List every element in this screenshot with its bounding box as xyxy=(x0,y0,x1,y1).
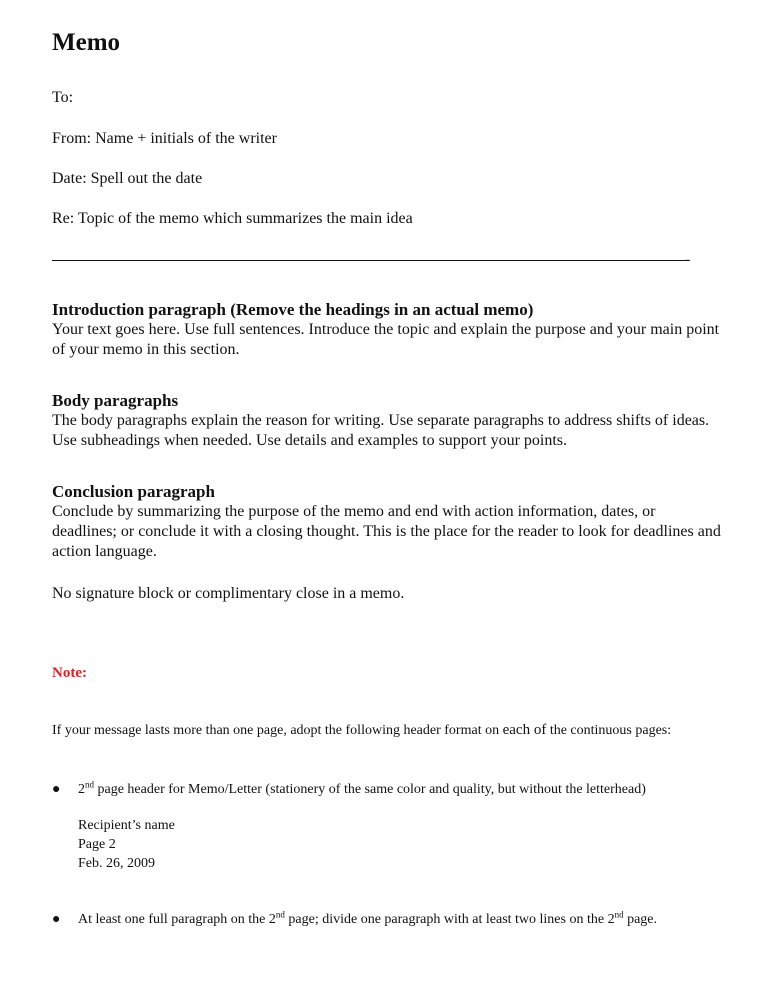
list-item xyxy=(52,910,722,929)
from-field: From: Name + initials of the writer xyxy=(52,130,277,147)
list-item xyxy=(52,780,722,873)
header-divider xyxy=(52,260,687,261)
sample-page: Page 2 xyxy=(78,837,116,852)
conclusion-heading: Conclusion paragraph xyxy=(52,482,215,501)
date-field: Date: Spell out the date xyxy=(52,170,203,187)
bullet-icon: ● xyxy=(52,912,61,927)
sample-header-block xyxy=(78,816,722,873)
introduction-text: Your text goes here. Use full sentences. Introduce the topic and explain the purpose and your main point of your memo in this section. xyxy=(52,321,720,358)
memo-document xyxy=(52,28,722,927)
bullet-text: At least one full paragraph on the 2nd page; divide one paragraph with at least two lines on the 2nd page. xyxy=(78,909,658,927)
body-section xyxy=(52,391,722,451)
header-divider-end: - xyxy=(685,251,691,268)
note-intro xyxy=(52,721,722,740)
note-intro-emphasis: each of xyxy=(502,722,547,738)
sample-date: Feb. 26, 2009 xyxy=(78,856,155,871)
note-intro-end: the continuous pages: xyxy=(546,723,672,738)
closing-text: No signature block or complimentary close in a memo. xyxy=(52,585,405,602)
sample-recipient: Recipient’s name xyxy=(78,818,175,833)
introduction-heading: Introduction paragraph (Remove the headings in an actual memo) xyxy=(52,300,534,319)
bullet-icon: ● xyxy=(52,782,61,797)
conclusion-section xyxy=(52,482,722,562)
conclusion-text: Conclude by summarizing the purpose of the memo and end with action information, dates, or deadlines; or conclude it with a closing thought. This is the place for the reader to look for deadlines and action language. xyxy=(52,503,721,560)
to-field: To: xyxy=(52,89,74,106)
body-text: The body paragraphs explain the reason for writing. Use separate paragraphs to address shifts of ideas. Use subheadings when needed. Use details and examples to support your points. xyxy=(52,412,710,449)
memo-title: Memo xyxy=(52,29,121,56)
re-field: Re: Topic of the memo which summarizes the main idea xyxy=(52,210,413,227)
note-intro-start: If your message lasts more than one page, adopt the following header format on xyxy=(52,723,503,738)
introduction-section xyxy=(52,300,722,360)
bullet-text: 2nd page header for Memo/Letter (stationery of the same color and quality, but without the letterhead) xyxy=(78,779,646,797)
body-heading: Body paragraphs xyxy=(52,391,179,410)
note-label: Note: xyxy=(52,665,87,681)
